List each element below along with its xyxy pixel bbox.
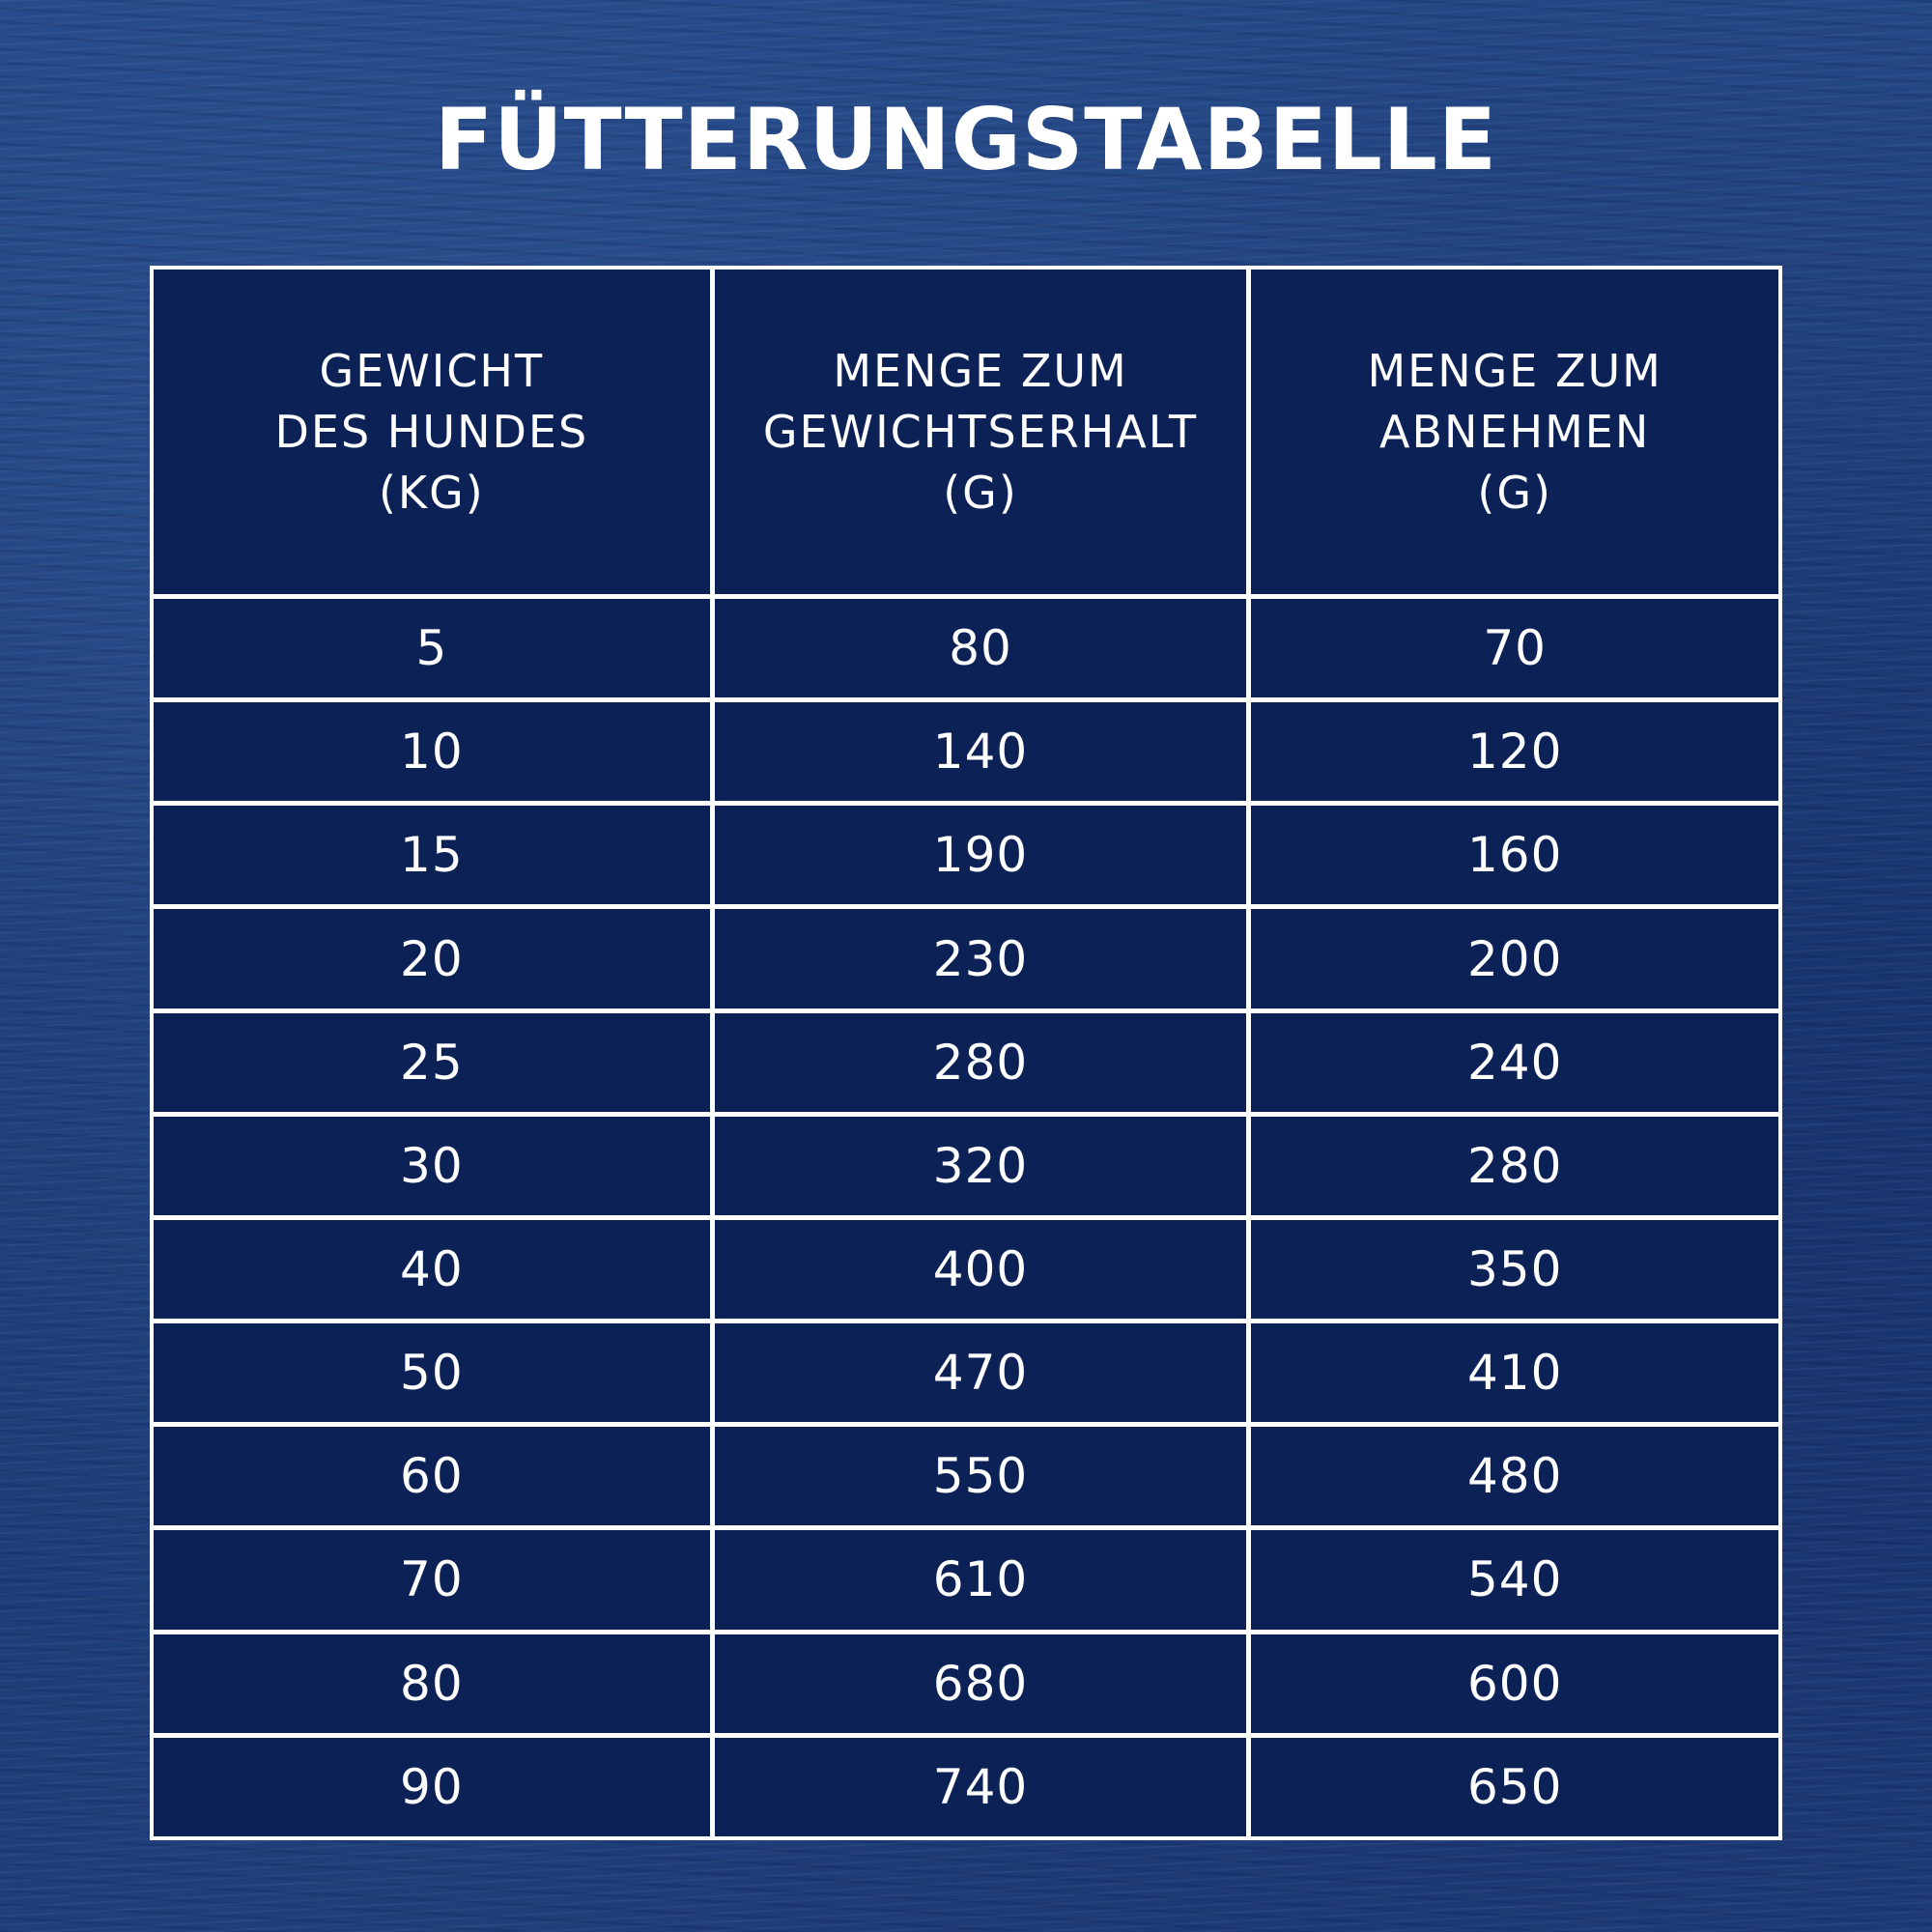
feeding-table-frame — [150, 266, 1782, 1840]
header-line: MENGE ZUM — [1367, 344, 1662, 397]
cell-maintenance: 140 — [715, 702, 1247, 801]
cell-dog-weight: 10 — [154, 702, 710, 801]
header-line: MENGE ZUM — [833, 344, 1128, 397]
table-row — [154, 1738, 1778, 1836]
table-row — [154, 806, 1778, 904]
cell-maintenance: 230 — [715, 909, 1247, 1008]
cell-dog-weight: 90 — [154, 1738, 710, 1836]
cell-weight-loss: 650 — [1251, 1738, 1778, 1836]
cell-dog-weight: 80 — [154, 1634, 710, 1733]
header-dog-weight — [154, 270, 710, 594]
cell-maintenance: 680 — [715, 1634, 1247, 1733]
cell-maintenance: 280 — [715, 1013, 1247, 1112]
cell-weight-loss: 200 — [1251, 909, 1778, 1008]
table-row — [154, 1427, 1778, 1525]
cell-dog-weight: 25 — [154, 1013, 710, 1112]
cell-weight-loss: 160 — [1251, 806, 1778, 904]
cell-weight-loss: 410 — [1251, 1323, 1778, 1422]
feeding-table — [149, 265, 1783, 1841]
cell-weight-loss: 280 — [1251, 1117, 1778, 1215]
cell-dog-weight: 60 — [154, 1427, 710, 1525]
page-title: FÜTTERUNGSTABELLE — [435, 90, 1497, 189]
header-maintenance-amount — [715, 270, 1247, 594]
cell-dog-weight: 20 — [154, 909, 710, 1008]
cell-maintenance: 80 — [715, 599, 1247, 697]
cell-weight-loss: 120 — [1251, 702, 1778, 801]
cell-dog-weight: 30 — [154, 1117, 710, 1215]
cell-weight-loss: 540 — [1251, 1530, 1778, 1629]
cell-dog-weight: 15 — [154, 806, 710, 904]
header-line: (G) — [943, 466, 1018, 519]
table-row — [154, 1530, 1778, 1629]
cell-weight-loss: 350 — [1251, 1220, 1778, 1319]
cell-maintenance: 320 — [715, 1117, 1247, 1215]
table-row — [154, 1634, 1778, 1733]
cell-maintenance: 190 — [715, 806, 1247, 904]
table-row — [154, 1013, 1778, 1112]
table-header-row — [154, 270, 1778, 594]
table-row — [154, 909, 1778, 1008]
cell-dog-weight: 5 — [154, 599, 710, 697]
cell-maintenance: 400 — [715, 1220, 1247, 1319]
cell-dog-weight: 40 — [154, 1220, 710, 1319]
header-line: (G) — [1477, 466, 1552, 519]
table-row — [154, 599, 1778, 697]
header-line: ABNEHMEN — [1379, 405, 1651, 458]
header-weight-loss-amount — [1251, 270, 1778, 594]
cell-maintenance: 470 — [715, 1323, 1247, 1422]
cell-dog-weight: 50 — [154, 1323, 710, 1422]
cell-weight-loss: 240 — [1251, 1013, 1778, 1112]
cell-weight-loss: 70 — [1251, 599, 1778, 697]
header-line: (KG) — [378, 466, 485, 519]
table-row — [154, 1117, 1778, 1215]
header-line: GEWICHT — [319, 344, 545, 397]
table-row — [154, 702, 1778, 801]
cell-maintenance: 550 — [715, 1427, 1247, 1525]
header-line: GEWICHTSERHALT — [762, 405, 1199, 458]
cell-maintenance: 740 — [715, 1738, 1247, 1836]
table-row — [154, 1220, 1778, 1319]
table-row — [154, 1323, 1778, 1422]
cell-weight-loss: 600 — [1251, 1634, 1778, 1733]
header-line: DES HUNDES — [274, 405, 589, 458]
cell-weight-loss: 480 — [1251, 1427, 1778, 1525]
cell-dog-weight: 70 — [154, 1530, 710, 1629]
cell-maintenance: 610 — [715, 1530, 1247, 1629]
